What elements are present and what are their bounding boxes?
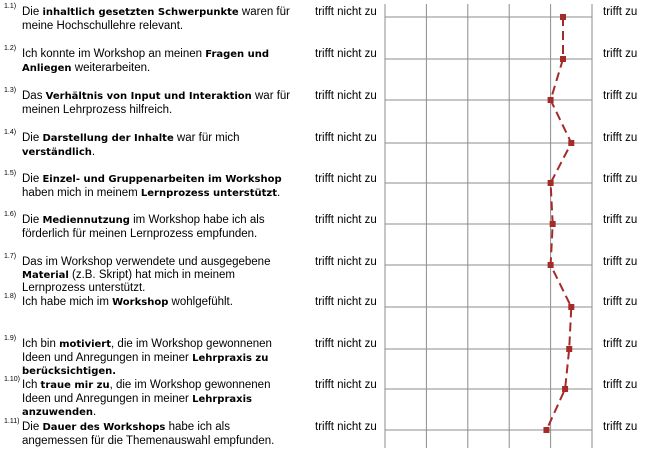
item-number: 1.7) bbox=[4, 253, 17, 260]
scale-right-label: trifft zu bbox=[603, 173, 638, 185]
scale-right-label: trifft zu bbox=[603, 256, 638, 268]
scale-left-label: trifft nicht zu bbox=[315, 296, 377, 308]
item-text-part: Das bbox=[22, 90, 46, 102]
item-text-bold: Fragen und Anliegen bbox=[22, 49, 270, 74]
item-text-part: habe ich als angemessen für die Themenauswahl empfunden. bbox=[22, 421, 275, 447]
scale-left-label: trifft nicht zu bbox=[315, 379, 377, 391]
item-text-part: Die bbox=[22, 421, 43, 433]
scale-right-label: trifft zu bbox=[603, 214, 638, 226]
scale-right-label: trifft zu bbox=[603, 132, 638, 144]
item-text-part: war für meinen Lehrprozess hilfreich. bbox=[22, 90, 291, 116]
item-text-part: im Workshop habe ich als förderlich für meinen Lernprozess empfunden. bbox=[22, 214, 265, 240]
scale-right-label: trifft zu bbox=[603, 379, 638, 391]
item-text-part: . bbox=[91, 145, 96, 158]
item-text-part: Ich konnte im Workshop an meinen bbox=[22, 48, 206, 60]
item-text-part: Die bbox=[22, 214, 43, 226]
item-text-bold: motiviert bbox=[59, 339, 112, 350]
data-point-10 bbox=[562, 386, 568, 392]
item-text-part: . bbox=[93, 406, 97, 418]
item-text-part: wohlgefühlt. bbox=[168, 296, 233, 308]
item-text-part: Die bbox=[22, 173, 43, 185]
data-point-8 bbox=[568, 304, 574, 310]
item-text-part: . bbox=[277, 186, 281, 199]
item-text-bold: Einzel- und Gruppenarbeiten im Workshop bbox=[42, 174, 282, 185]
item-text-bold: Mediennutzung bbox=[42, 215, 130, 226]
item-number: 1.4) bbox=[4, 129, 17, 136]
item-number: 1.10) bbox=[4, 376, 20, 383]
item-text-bold: Lernprozess unterstützt bbox=[140, 187, 278, 199]
item-number: 1.2) bbox=[4, 45, 17, 52]
item-text-part: Ich habe mich im bbox=[22, 296, 113, 308]
item-text-bold: inhaltlich gesetzten Schwerpunkte bbox=[42, 7, 239, 18]
scale-right-label: trifft zu bbox=[603, 48, 638, 60]
item-text-part: Ich bin bbox=[22, 338, 60, 350]
data-point-7 bbox=[548, 262, 554, 268]
item-text-part: , die im Workshop gewonnenen Ideen und Anregungen in meiner bbox=[22, 338, 272, 364]
item-number: 1.9) bbox=[4, 335, 17, 342]
data-point-4 bbox=[568, 140, 574, 146]
scale-left-label: trifft nicht zu bbox=[315, 48, 377, 60]
item-text-bold: Lehrpraxis zu berücksichtigen. bbox=[22, 352, 269, 377]
item-text-part: waren für meine Hochschullehre relevant. bbox=[22, 6, 290, 32]
item-number: 1.3) bbox=[4, 87, 17, 94]
scale-left-label: trifft nicht zu bbox=[315, 173, 377, 185]
item-text-part: war für mich bbox=[173, 132, 240, 144]
scale-left-label: trifft nicht zu bbox=[315, 132, 377, 144]
data-point-9 bbox=[566, 346, 572, 352]
data-point-11 bbox=[543, 427, 549, 433]
item-text-bold: traue mir zu bbox=[40, 380, 110, 391]
scale-right-label: trifft zu bbox=[603, 421, 638, 433]
item-number: 1.5) bbox=[4, 170, 17, 177]
scale-left-label: trifft nicht zu bbox=[315, 421, 377, 433]
item-text-bold: Darstellung der Inhalte bbox=[42, 133, 174, 144]
item-text-part: Die bbox=[22, 6, 43, 18]
item-text-part: (z.B. Skript) hat mich in meinem Lernprozess unterstützt. bbox=[22, 268, 235, 294]
item-number: 1.6) bbox=[4, 211, 17, 218]
item-number: 1.1) bbox=[4, 3, 17, 10]
item-number: 1.11) bbox=[4, 418, 20, 425]
scale-right-label: trifft zu bbox=[603, 338, 638, 350]
data-point-1 bbox=[560, 14, 566, 20]
item-text-part: Das im Workshop verwendete und ausgegebene bbox=[22, 256, 271, 268]
data-point-2 bbox=[560, 56, 566, 62]
item-text-bold: Lehrpraxis anzuwenden bbox=[22, 393, 252, 418]
data-point-3 bbox=[548, 97, 554, 103]
item-text-bold: verständlich bbox=[22, 146, 92, 158]
item-text-bold: Material bbox=[22, 269, 69, 281]
scale-left-label: trifft nicht zu bbox=[315, 90, 377, 102]
item-text-part: Ich bbox=[22, 379, 41, 391]
item-number: 1.8) bbox=[4, 293, 17, 300]
item-text-bold: Dauer des Workshops bbox=[42, 422, 166, 433]
scale-left-label: trifft nicht zu bbox=[315, 214, 377, 226]
item-text-part: Die bbox=[22, 132, 43, 144]
scale-right-label: trifft zu bbox=[603, 90, 638, 102]
scale-left-label: trifft nicht zu bbox=[315, 256, 377, 268]
scale-left-label: trifft nicht zu bbox=[315, 6, 377, 18]
scale-right-label: trifft zu bbox=[603, 6, 638, 18]
item-text-part: , die im Workshop gewonnenen Ideen und Anregungen in meiner bbox=[22, 379, 271, 405]
data-point-6 bbox=[550, 221, 556, 227]
item-text-part: weiterarbeiten. bbox=[71, 61, 151, 74]
item-text-bold: Verhältnis von Input und Interaktion bbox=[45, 91, 252, 102]
data-point-5 bbox=[548, 180, 554, 186]
scale-right-label: trifft zu bbox=[603, 296, 638, 308]
item-text-bold: Workshop bbox=[112, 297, 169, 308]
item-text-part: haben mich in meinem bbox=[22, 186, 141, 199]
scale-left-label: trifft nicht zu bbox=[315, 338, 377, 350]
